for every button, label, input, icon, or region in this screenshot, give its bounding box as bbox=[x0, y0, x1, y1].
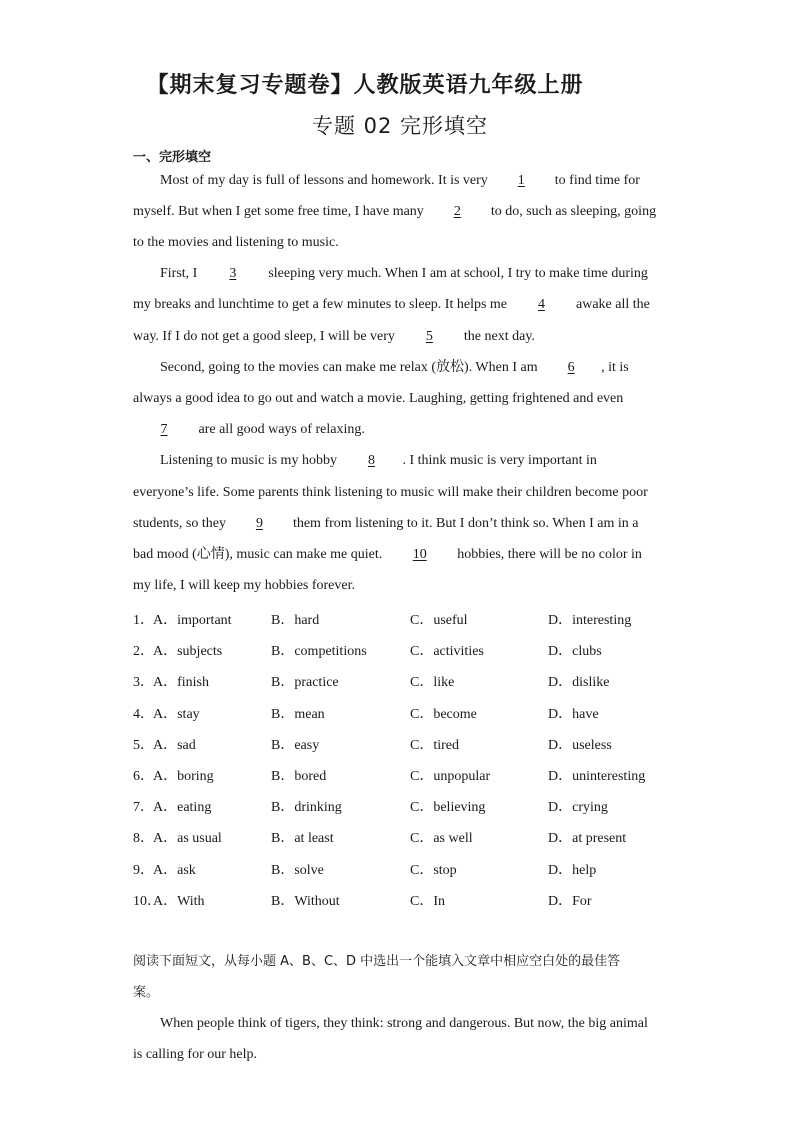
section-heading: 一、完形填空 bbox=[133, 150, 212, 165]
option-row bbox=[133, 890, 693, 908]
text: always a good idea to go out and watch a movie. Laughing, getting frightened and even bbox=[133, 391, 624, 406]
option-a: A．With bbox=[153, 894, 205, 909]
passage-line bbox=[133, 390, 623, 408]
text: Most of my day is full of lessons and homework. It is very bbox=[160, 173, 488, 188]
option-d: D．have bbox=[548, 707, 599, 722]
option-c: C．become bbox=[410, 707, 477, 722]
option-a: A．boring bbox=[153, 769, 214, 784]
text: sleeping very much. When I am at school, I try to make time during bbox=[268, 266, 648, 281]
blank-6: 6 bbox=[567, 360, 575, 375]
text: are all good ways of relaxing. bbox=[198, 422, 365, 437]
blank-5: 5 bbox=[425, 329, 433, 344]
option-row bbox=[133, 609, 693, 627]
option-c: C．activities bbox=[410, 644, 484, 659]
document-title: 【期末复习专题卷】人教版英语九年级上册 bbox=[146, 73, 584, 98]
option-a: A．sad bbox=[153, 738, 196, 753]
option-c: C．stop bbox=[410, 863, 457, 878]
option-c: C．In bbox=[410, 894, 445, 909]
question-number: 6． bbox=[133, 769, 154, 784]
option-a: A．stay bbox=[153, 707, 200, 722]
text: my breaks and lunchtime to get a few minutes to sleep. It helps me bbox=[133, 297, 508, 312]
option-row bbox=[133, 859, 693, 877]
option-b: B．solve bbox=[271, 863, 324, 878]
option-b: B．bored bbox=[271, 769, 327, 784]
question-number: 8． bbox=[133, 831, 154, 846]
text: students, so they bbox=[133, 516, 226, 531]
option-b: B．hard bbox=[271, 613, 320, 628]
passage-line bbox=[133, 421, 365, 439]
option-a: A．as usual bbox=[153, 831, 222, 846]
passage-line bbox=[133, 515, 639, 533]
option-a: A．eating bbox=[153, 800, 212, 815]
text: way. If I do not get a good sleep, I will be very bbox=[133, 329, 395, 344]
blank-10: 10 bbox=[412, 547, 427, 562]
option-b: B．Without bbox=[271, 894, 340, 909]
question-number: 7． bbox=[133, 800, 154, 815]
passage-line bbox=[133, 328, 535, 346]
option-c: C．useful bbox=[410, 613, 468, 628]
passage2-line: is calling for our help. bbox=[133, 1047, 258, 1062]
option-d: D．help bbox=[548, 863, 597, 878]
option-b: B．mean bbox=[271, 707, 325, 722]
question-number: 4． bbox=[133, 707, 154, 722]
blank-3: 3 bbox=[229, 266, 237, 281]
document-subtitle: 专题 02 完形填空 bbox=[311, 114, 489, 138]
question-number: 10． bbox=[133, 894, 161, 909]
instruction-line: 阅读下面短文，从每小题 A、B、C、D 中选出一个能填入文章中相应空白处的最佳答 bbox=[133, 954, 621, 969]
option-a: A．subjects bbox=[153, 644, 223, 659]
option-row bbox=[133, 703, 693, 721]
passage-line bbox=[160, 265, 648, 283]
option-d: D．interesting bbox=[548, 613, 632, 628]
option-d: D．at present bbox=[548, 831, 627, 846]
text: , it is bbox=[601, 360, 629, 375]
question-number: 1． bbox=[133, 613, 154, 628]
option-c: C．believing bbox=[410, 800, 486, 815]
option-a: A．finish bbox=[153, 675, 209, 690]
passage-line bbox=[160, 359, 629, 377]
question-number: 9． bbox=[133, 863, 154, 878]
option-row bbox=[133, 765, 693, 783]
option-d: D．crying bbox=[548, 800, 608, 815]
text: First, I bbox=[160, 266, 198, 281]
text: myself. But when I get some free time, I have many bbox=[133, 204, 424, 219]
question-number: 2． bbox=[133, 644, 154, 659]
blank-7: 7 bbox=[160, 422, 168, 437]
option-row bbox=[133, 734, 693, 752]
option-c: C．tired bbox=[410, 738, 459, 753]
option-d: D．useless bbox=[548, 738, 612, 753]
blank-1: 1 bbox=[517, 173, 525, 188]
blank-9: 9 bbox=[255, 516, 263, 531]
passage-line bbox=[133, 546, 642, 564]
text: bad mood (心情), music can make me quiet. bbox=[133, 547, 383, 562]
option-b: B．competitions bbox=[271, 644, 367, 659]
option-row bbox=[133, 827, 693, 845]
text: to find time for bbox=[554, 173, 640, 188]
text: to do, such as sleeping, going bbox=[490, 204, 657, 219]
option-row bbox=[133, 640, 693, 658]
passage-line bbox=[133, 484, 648, 502]
option-row bbox=[133, 671, 693, 689]
text: Listening to music is my hobby bbox=[160, 453, 337, 468]
option-d: D．dislike bbox=[548, 675, 610, 690]
blank-2: 2 bbox=[453, 204, 461, 219]
instruction-line: 案。 bbox=[133, 985, 160, 1000]
text: my life, I will keep my hobbies forever. bbox=[133, 578, 355, 593]
option-b: B．drinking bbox=[271, 800, 342, 815]
blank-4: 4 bbox=[538, 297, 546, 312]
option-c: C．as well bbox=[410, 831, 473, 846]
text: the next day. bbox=[463, 329, 535, 344]
text: hobbies, there will be no color in bbox=[457, 547, 642, 562]
text: . I think music is very important in bbox=[402, 453, 597, 468]
option-a: A．important bbox=[153, 613, 232, 628]
option-b: B．easy bbox=[271, 738, 320, 753]
passage-line bbox=[133, 234, 339, 252]
passage-line bbox=[160, 172, 640, 190]
option-a: A．ask bbox=[153, 863, 196, 878]
passage-line bbox=[133, 203, 656, 221]
option-d: D．clubs bbox=[548, 644, 602, 659]
option-c: C．like bbox=[410, 675, 455, 690]
passage-line bbox=[133, 296, 650, 314]
passage2-line: When people think of tigers, they think: strong and dangerous. But now, the big animal bbox=[160, 1016, 648, 1031]
text: Second, going to the movies can make me relax (放松). When I am bbox=[160, 360, 538, 375]
option-d: D．For bbox=[548, 894, 592, 909]
text: them from listening to it. But I don’t think so. When I am in a bbox=[292, 516, 639, 531]
text: to the movies and listening to music. bbox=[133, 235, 339, 250]
text: awake all the bbox=[576, 297, 650, 312]
option-b: B．at least bbox=[271, 831, 334, 846]
option-b: B．practice bbox=[271, 675, 339, 690]
text: everyone’s life. Some parents think listening to music will make their children become poor bbox=[133, 485, 648, 500]
question-number: 3． bbox=[133, 675, 154, 690]
passage-line bbox=[160, 452, 597, 470]
blank-8: 8 bbox=[367, 453, 375, 468]
passage-line bbox=[133, 577, 355, 595]
option-c: C．unpopular bbox=[410, 769, 491, 784]
option-row bbox=[133, 796, 693, 814]
option-d: D．uninteresting bbox=[548, 769, 646, 784]
question-number: 5． bbox=[133, 738, 154, 753]
